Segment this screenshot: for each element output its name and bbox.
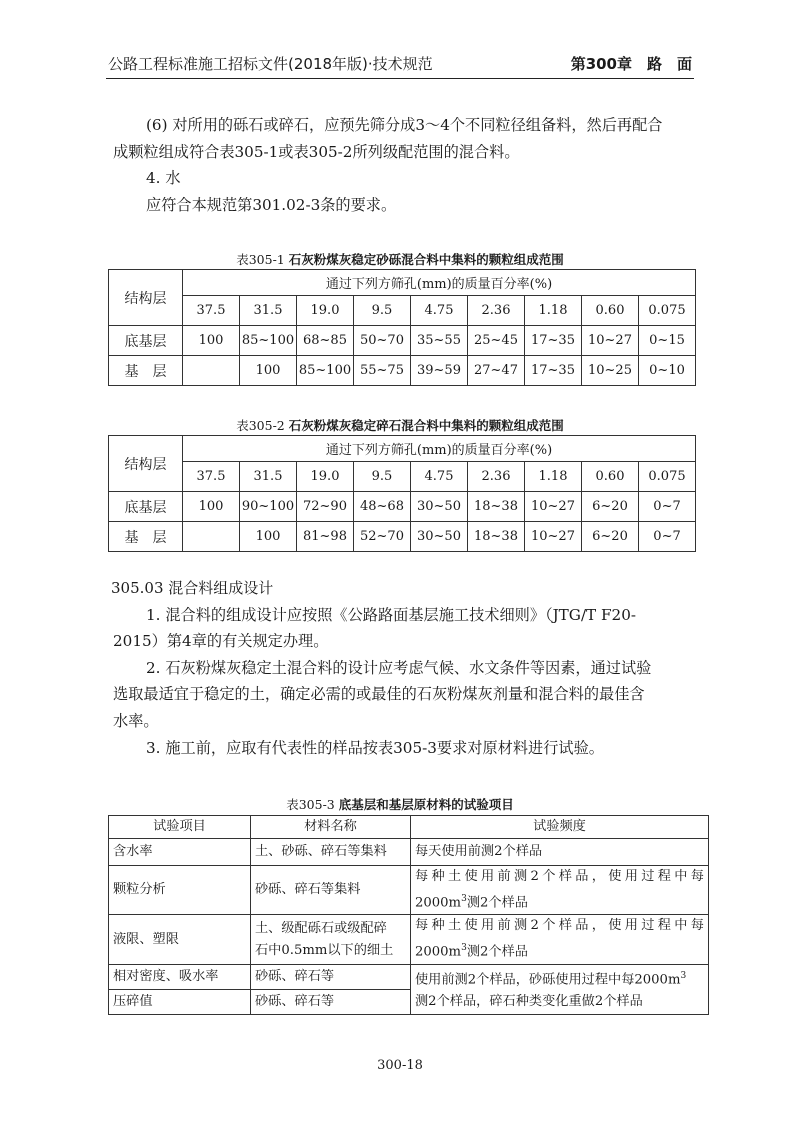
table3-r2-freq [411,866,709,915]
table3-header-item: 试验项目 [109,816,251,839]
table1-sieve-7: 0.60 [582,296,639,326]
table3-r5-material: 砂砾、碎石等 [251,989,411,1014]
table1-sieve-4: 4.75 [411,296,468,326]
table3-header-frequency: 试验频度 [411,816,709,839]
table2-cell-0-3: 48~68 [354,492,411,522]
table2-sieve-2: 19.0 [297,462,354,492]
header-doc-title: 公路工程标准施工招标文件(2018年版)·技术规范 [108,55,433,73]
table3-r3-freq-line-2 [415,937,704,963]
table2-span-header: 通过下列方筛孔(mm)的质量百分率(%) [183,436,696,462]
table3-r3-freq-sup: 3 [461,943,467,954]
table1-sieve-0: 37.5 [183,296,240,326]
table1-cell-1-1: 100 [240,356,297,386]
table3-r2-freq-sup: 3 [461,894,467,904]
table3-r3-freq [411,915,709,964]
table2-row-0 [109,492,696,522]
table3-r4-item: 相对密度、吸水率 [109,964,251,989]
table2-cell-1-5: 18~38 [468,522,525,552]
table1-sieve-2: 19.0 [297,296,354,326]
intro-line-1: (6) 对所用的砾石或碎石，应预先筛分成3～4个不同粒径组备料，然后再配合 [146,116,663,134]
table3-row-atterberg [109,915,709,964]
table3-r45-freq-line-1 [415,965,704,991]
table1-cell-1-0 [183,356,240,386]
table1-caption-text: 石灰粉煤灰稳定砂砾混合料中集料的颗粒组成范围 [288,252,564,267]
table1-row-0 [109,326,696,356]
table1-cell-0-4: 35~55 [411,326,468,356]
table1-row-1-label: 基 层 [109,356,183,386]
table2-row-1-label: 基 层 [109,522,183,552]
table1-cell-1-4: 39~59 [411,356,468,386]
table2-sieve-3: 9.5 [354,462,411,492]
table2-row-0-label: 底基层 [109,492,183,522]
table2-cell-0-1: 90~100 [240,492,297,522]
table1-cell-0-1: 85~100 [240,326,297,356]
table2-cell-0-6: 10~27 [525,492,582,522]
table1-span-header: 通过下列方筛孔(mm)的质量百分率(%) [183,270,696,296]
table1-col0-header: 结构层 [109,270,183,326]
table3-r2-freq-line-1: 每种土使用前测2个样品，使用过程中每 [415,869,704,884]
table1-sieve-5: 2.36 [468,296,525,326]
table2-cell-1-8: 0~7 [639,522,696,552]
table1-sieve-3: 9.5 [354,296,411,326]
table1-cell-0-6: 17~35 [525,326,582,356]
table1-row-0-label: 底基层 [109,326,183,356]
section-p1-line-2: 2015）第4章的有关规定办理。 [113,632,329,650]
table2-cell-0-5: 18~38 [468,492,525,522]
table3-r2-material: 砂砾、碎石等集料 [251,866,411,915]
intro-heading-water: 4. 水 [146,169,181,187]
table-305-2 [108,435,696,552]
table1-row-1 [109,356,696,386]
section-p3: 3. 施工前，应取有代表性的样品按表305-3要求对原材料进行试验。 [146,739,604,757]
table3-row-gradation [109,866,709,915]
table3-caption [0,795,800,813]
table2-cell-0-4: 30~50 [411,492,468,522]
section-p1-line-1: 1. 混合料的组成设计应按照《公路路面基层施工技术细则》（JTG/T F20- [146,606,637,624]
table3-caption-number: 表305-3 [286,797,335,812]
table3-r2-freq-line-2 [415,888,704,914]
table2-sieve-row [109,462,696,492]
table1-cell-0-7: 10~27 [582,326,639,356]
table2-cell-0-0: 100 [183,492,240,522]
table2-cell-1-0 [183,522,240,552]
table3-r45-freq-line-2: 测2个样品，碎石种类变化重做2个样品 [415,994,643,1010]
table2-cell-1-1: 100 [240,522,297,552]
table2-caption-text: 石灰粉煤灰稳定碎石混合料中集料的颗粒组成范围 [288,418,564,433]
table1-cell-1-5: 27~47 [468,356,525,386]
section-number: 305.03 [111,579,164,597]
table3-r3-material-line-2: 石中0.5mm以下的细土 [255,942,394,958]
section-heading [111,577,273,598]
section-p2-line-3: 水率。 [113,712,159,730]
table2-cell-1-6: 10~27 [525,522,582,552]
table1-cell-0-5: 25~45 [468,326,525,356]
intro-line-2: 成颗粒组成符合表305-1或表305-2所列级配范围的混合料。 [113,143,520,161]
table1-cell-1-7: 10~25 [582,356,639,386]
table3-r3-item: 液限、塑限 [109,915,251,964]
table2-sieve-5: 2.36 [468,462,525,492]
table3-caption-text: 底基层和基层原材料的试验项目 [338,797,514,812]
table3-r2-item: 颗粒分析 [109,866,251,915]
table3-r1-item: 含水率 [109,839,251,866]
table1-cell-0-2: 68~85 [297,326,354,356]
table-305-3 [108,815,709,1015]
table2-cell-1-3: 52~70 [354,522,411,552]
section-title: 混合料组成设计 [168,579,274,597]
table3-r45-freq-sup: 3 [680,971,687,982]
table2-cell-1-2: 81~98 [297,522,354,552]
table3-header-row [109,816,709,839]
table3-header-material: 材料名称 [251,816,411,839]
table1-cell-0-3: 50~70 [354,326,411,356]
table3-r3-freq-line-1: 每种土使用前测2个样品，使用过程中每 [415,918,704,934]
table2-cell-1-4: 30~50 [411,522,468,552]
table3-r4-material: 砂砾、碎石等 [251,964,411,989]
table1-sieve-8: 0.075 [639,296,696,326]
table1-caption [0,250,800,268]
table2-sieve-6: 1.18 [525,462,582,492]
table1-caption-number: 表305-1 [236,252,285,267]
section-p2-line-1: 2. 石灰粉煤灰稳定土混合料的设计应考虑气候、水文条件等因素，通过试验 [146,659,652,677]
table1-cell-1-2: 85~100 [297,356,354,386]
page-number: 300-18 [377,1058,423,1073]
table3-r45-freq [411,964,709,1014]
table3-r2-freq-rest: 测2个样品 [466,895,528,911]
table3-r2-freq-amount: 2000m [415,895,462,911]
table2-sieve-1: 31.5 [240,462,297,492]
table3-r1-freq: 每天使用前测2个样品 [411,839,709,866]
table1-sieve-1: 31.5 [240,296,297,326]
page-header [106,50,694,79]
table2-cell-1-7: 6~20 [582,522,639,552]
table3-r1-material: 土、砂砾、碎石等集料 [251,839,411,866]
table3-r3-freq-rest: 测2个样品 [466,944,528,960]
table2-sieve-0: 37.5 [183,462,240,492]
intro-line-4: 应符合本规范第301.02-3条的要求。 [146,196,397,214]
table3-r3-material [251,915,411,964]
table3-row-density [109,964,709,989]
table2-cell-0-7: 6~20 [582,492,639,522]
table2-cell-0-8: 0~7 [639,492,696,522]
table3-r45-freq-text: 使用前测2个样品，砂砾使用过程中每2000m [415,972,681,988]
table3-row-moisture [109,839,709,866]
table1-cell-1-3: 55~75 [354,356,411,386]
table-305-1 [108,269,696,386]
table1-sieve-row [109,296,696,326]
table3-r3-freq-amount: 2000m [415,944,462,960]
table2-sieve-7: 0.60 [582,462,639,492]
table2-sieve-8: 0.075 [639,462,696,492]
table2-caption-number: 表305-2 [236,418,285,433]
table2-caption [0,416,800,434]
header-chapter: 第300章 路 面 [570,55,692,73]
table1-sieve-6: 1.18 [525,296,582,326]
table2-sieve-4: 4.75 [411,462,468,492]
table2-row-1 [109,522,696,552]
table3-r5-item: 压碎值 [109,989,251,1014]
section-p2-line-2: 选取最适宜于稳定的土，确定必需的或最佳的石灰粉煤灰剂量和混合料的最佳含 [113,685,645,703]
table1-cell-1-6: 17~35 [525,356,582,386]
table1-cell-1-8: 0~10 [639,356,696,386]
table1-cell-0-0: 100 [183,326,240,356]
table2-col0-header: 结构层 [109,436,183,492]
table3-r3-material-line-1: 土、级配砾石或级配碎 [255,920,387,936]
table1-cell-0-8: 0~15 [639,326,696,356]
table2-cell-0-2: 72~90 [297,492,354,522]
